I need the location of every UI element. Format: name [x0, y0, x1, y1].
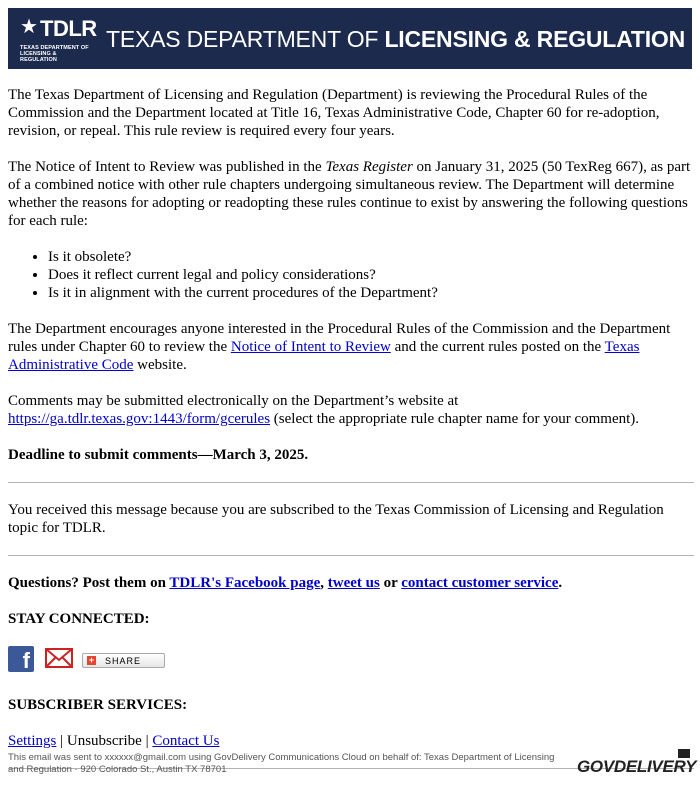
- comment-form-link[interactable]: https://ga.tdlr.texas.gov:1443/form/gcerules: [8, 411, 271, 427]
- settings-link[interactable]: Settings: [8, 733, 57, 749]
- texas-register-title: Texas Register: [325, 159, 413, 175]
- tdlr-logo: [20, 14, 97, 63]
- paragraph-intro: The Texas Department of Licensing and Regulation (Department) is reviewing the Procedural Rules of the Commission and the Department located at Title 16, Texas Administrative Code, Chapter 60 for re-adoption, revision, or repeal. This rule review is required every four years.: [8, 87, 660, 139]
- texas-administrative-code-link[interactable]: Texas Administrative Code: [8, 339, 640, 373]
- logo-wordmark: TDLR: [40, 16, 97, 41]
- footer-note: This email was sent to xxxxxx@gmail.com using GovDelivery Communications Cloud on behalf of: Texas Department of Licensing and Regulation · 920 Colorado St., Austin TX 78701: [8, 752, 555, 775]
- list-item: • Does it reflect current legal and policy considerations?: [48, 266, 694, 284]
- unsubscribe-link[interactable]: Unsubscribe: [66, 733, 142, 749]
- paragraph-notice: [8, 158, 694, 230]
- facebook-page-link[interactable]: TDLR's Facebook page: [169, 575, 321, 591]
- encourage-text-c: website.: [133, 357, 187, 373]
- questions-sep: ,: [320, 575, 328, 591]
- banner-title: [106, 25, 685, 53]
- texas-star-icon: ★: [20, 14, 38, 38]
- encourage-text-b: and the current rules posted on the: [390, 339, 605, 355]
- comments-text-b: (select the appropriate rule chapter name for your comment).: [270, 411, 640, 427]
- header-banner: [8, 8, 692, 69]
- questions-list: [8, 248, 694, 302]
- tweet-us-link[interactable]: tweet us: [327, 575, 380, 591]
- notice-text-b: on January 31, 2025 (50 TexReg 667), as part of a combined notice with other rule chapters undergoing simultaneous review. The Department will determine whether the reasons for adopting or readopting these rules continue to exist by answering the following questions for each rule:: [8, 159, 691, 229]
- banner-title-light: TEXAS DEPARTMENT OF: [106, 26, 385, 52]
- stay-connected-heading: STAY CONNECTED:: [8, 611, 150, 627]
- contact-us-link[interactable]: Contact Us: [152, 733, 220, 749]
- banner-title-bold: LICENSING & REGULATION: [384, 26, 686, 52]
- notice-text-a: The Notice of Intent to Review was published in the: [8, 159, 326, 175]
- divider: [8, 555, 694, 556]
- encourage-text-a: The Department encourages anyone interested in the Procedural Rules of the Commission and the Department rules under Chapter 60 to review the: [8, 321, 671, 355]
- list-item: • Is it in alignment with the current procedures of the Department?: [48, 284, 694, 302]
- subscriber-sep: |: [56, 733, 67, 749]
- plus-icon: +: [88, 655, 95, 665]
- subscriber-links: [8, 732, 694, 750]
- share-label: SHARE: [105, 656, 142, 666]
- contact-customer-service-link[interactable]: contact customer service: [401, 575, 559, 591]
- list-item: • Is it obsolete?: [48, 248, 694, 266]
- questions-line: [8, 574, 694, 592]
- facebook-icon[interactable]: f: [8, 646, 34, 672]
- divider: [8, 482, 694, 483]
- logo-subtitle: TEXAS DEPARTMENT OF LICENSING & REGULATION: [20, 45, 89, 63]
- subscriber-services-heading: SUBSCRIBER SERVICES:: [8, 697, 188, 713]
- questions-sep: or: [379, 575, 402, 591]
- notice-of-intent-link[interactable]: Notice of Intent to Review: [230, 339, 391, 355]
- govdelivery-logo: GOVDELIVERY: [577, 757, 697, 776]
- paragraph-encourage: [8, 320, 694, 374]
- subscriber-sep: |: [141, 733, 153, 749]
- email-icon[interactable]: [45, 646, 73, 670]
- comments-text-a: Comments may be submitted electronically on the Department’s website at: [8, 393, 459, 409]
- email-body: [8, 86, 694, 769]
- subscription-notice: You received this message because you are subscribed to the Texas Commission of Licensing and Regulation topic for TDLR.: [8, 502, 664, 536]
- social-links: [8, 646, 694, 676]
- paragraph-comments: [8, 392, 694, 428]
- questions-end: .: [558, 575, 563, 591]
- deadline-notice: Deadline to submit comments—March 3, 2025.: [8, 447, 309, 463]
- share-button[interactable]: [82, 653, 165, 668]
- questions-prefix: Questions? Post them on: [8, 575, 170, 591]
